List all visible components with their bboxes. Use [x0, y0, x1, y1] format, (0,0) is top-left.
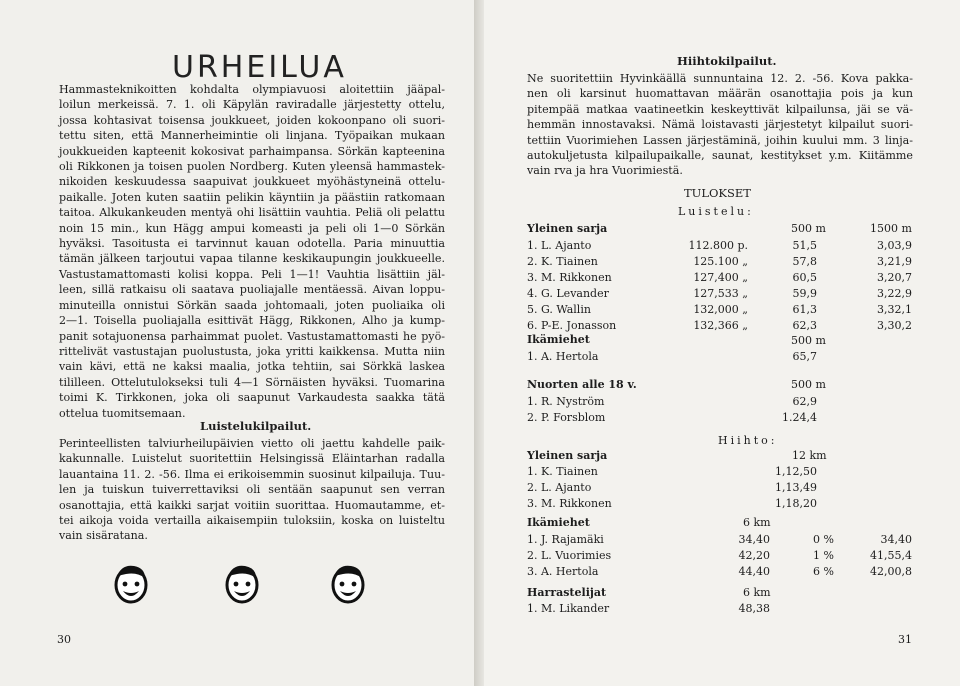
- table-cell-name: 6. P-E. Jonasson: [527, 319, 617, 332]
- left-page: [0, 0, 474, 686]
- table-cell-name: 1. R. Nyström: [527, 395, 605, 408]
- table-cell-t1500: 3,32,1: [877, 303, 912, 316]
- text-line: loilun merkeissä. 7. 1. oli Käpylän raviradalle järjestetty ottelu,: [59, 98, 445, 112]
- table-cell-name: 3. A. Hertola: [527, 565, 599, 578]
- table-cell-t500: 51,5: [792, 239, 817, 252]
- group-label: Ikämiehet: [527, 333, 590, 346]
- table-cell-t500: 61,3: [792, 303, 817, 316]
- table-cell-pts: 127,400 „: [693, 271, 748, 284]
- results-title: TULOKSET: [684, 186, 751, 200]
- text-line: tettu siten, että Mannerheimintie oli linjana. Työpaikan mukaan: [59, 129, 445, 143]
- text-line: minuteilla onnistui Sörkän saada johtomaali, joten puoliaika oli: [59, 298, 445, 312]
- text-line: nen oli karsinut huomattavan määrän osanottajia pois ja kun: [527, 87, 913, 101]
- table-cell-pts: 127,533 „: [693, 287, 748, 300]
- text-line: autokuljetusta kilpailupaikalle, saunat, kestitykset y.m. Kiitämme: [527, 149, 913, 163]
- text-line: paikalle. Joten kuten saatiin pelikin käyntiin ja päästiin ratkomaan: [59, 190, 445, 204]
- column-header: 500 m: [791, 378, 826, 391]
- text-line: oli Rikkonen ja toisen puolen Nordberg. Kuten yleensä hammastek-: [59, 160, 445, 174]
- group-label: Yleinen sarja: [527, 449, 608, 462]
- table-cell-t500: 1.24,4: [782, 411, 817, 424]
- skiing-heading: Hiihtokilpailut.: [677, 54, 777, 68]
- text-line: vain sisäratana.: [59, 529, 148, 543]
- table-cell-pts: 132,000 „: [693, 303, 748, 316]
- right-page: [484, 0, 960, 686]
- table-cell-time: 1,13,49: [775, 481, 817, 494]
- table-cell-pts: 125.100 „: [693, 255, 748, 268]
- column-header: 6 km: [743, 516, 771, 529]
- hockey-paragraph: [59, 82, 445, 421]
- book-gutter: [474, 0, 484, 686]
- text-line: Ne suoritettiin Hyvinkäällä sunnuntaina 12. 2. -56. Kova pakka-: [527, 72, 913, 85]
- text-line: leen, sillä ratkaisu oli saatava puoliajalle mentäessä. Aivan loppu-: [59, 283, 445, 297]
- skiing-paragraph: [527, 71, 913, 179]
- table-cell-t1500: 3,30,2: [877, 319, 912, 332]
- table-cell-pct: 0 %: [813, 533, 834, 546]
- table-cell-t500: 62,9: [792, 395, 817, 408]
- table-cell-name: 1. M. Likander: [527, 602, 610, 615]
- table-cell-t500: 57,8: [792, 255, 817, 268]
- text-line: lauantaina 11. 2. -56. Ilma ei erikoisemmin suosinut kilpailuja. Tuu-: [59, 467, 445, 481]
- text-line: tei aikoja voida vertailla aikaisempiin tuloksiin, koska on luisteltu: [59, 514, 445, 528]
- text-line: panit sotajuonensa parhaimmat puolet. Vastustamattomasti he pyö-: [59, 329, 445, 343]
- table-cell-name: 1. A. Hertola: [527, 350, 599, 363]
- text-line: Hammasteknikoitten kohdalta olympiavuosi aloitettiin jääpal-: [59, 83, 445, 96]
- table-cell-adj: 41,55,4: [870, 549, 912, 562]
- text-line: 2—1. Toisella puoliajalla esittivät Hägg, Rikkonen, Alho ja kump-: [59, 314, 445, 328]
- text-line: Vastustamattomasti kolisi koppa. Peli 1—1! Vauhtia lisättiin jäl-: [59, 267, 445, 281]
- table-cell-pct: 6 %: [813, 565, 834, 578]
- table-cell-name: 1. K. Tiainen: [527, 465, 598, 478]
- text-line: noin 15 min., kun Hägg ampui komeasti ja peli oli 1—0 Sörkän: [59, 221, 445, 235]
- table-cell-name: 1. J. Rajamäki: [527, 533, 604, 546]
- table-cell-t1500: 3,20,7: [877, 271, 912, 284]
- table-cell-name: 4. G. Levander: [527, 287, 609, 300]
- table-cell-name: 2. K. Tiainen: [527, 255, 598, 268]
- text-line: vain kävi, että ne kaksi maalia, jotka tehtiin, sai Sörkkä laskea: [59, 360, 445, 374]
- table-cell-time: 42,20: [738, 549, 770, 562]
- group-label: Ikämiehet: [527, 516, 590, 529]
- table-cell-name: 2. P. Forsblom: [527, 411, 606, 424]
- table-cell-name: 2. L. Vuorimies: [527, 549, 612, 562]
- table-cell-name: 3. M. Rikkonen: [527, 497, 612, 510]
- table-cell-adj: 42,00,8: [870, 565, 912, 578]
- table-cell-time: 44,40: [738, 565, 770, 578]
- smiling-face-icon: [112, 562, 150, 606]
- text-line: taitoa. Alkukankeuden mentyä ohi lisättiin vauhtia. Peliä oli pelattu: [59, 206, 445, 220]
- column-header: 500 m: [791, 334, 826, 347]
- table-cell-time: 1,18,20: [775, 497, 817, 510]
- text-line: nikoiden keskuudessa saapuivat joukkueet myöhästyneinä ottelu-: [59, 175, 445, 189]
- text-line: vain rva ja hra Vuorimiestä.: [527, 164, 683, 178]
- table-cell-name: 5. G. Wallin: [527, 303, 591, 316]
- text-line: pitempää matkaa vaatineetkin keskeyttivät kilpailunsa, jäi se vä-: [527, 102, 913, 116]
- column-header: 12 km: [792, 449, 827, 462]
- group-label: Yleinen sarja: [527, 222, 608, 235]
- text-line: jossa kohtasivat toisensa joukkueet, joiden kokoonpano oli suori-: [59, 113, 445, 127]
- text-line: rittelivät vastustajan puolustusta, joka yritti kaikkensa. Mutta niin: [59, 344, 445, 358]
- text-line: toimi K. Tirkkonen, joka oli saapunut Varkaudesta saakka tätä: [59, 391, 445, 405]
- text-line: Perinteellisten talviurheilupäivien vietto oli jaettu kahdelle paik-: [59, 437, 445, 450]
- table-cell-pts: 132,366 „: [693, 319, 748, 332]
- table-cell-name: 2. L. Ajanto: [527, 481, 592, 494]
- skating-paragraph: [59, 436, 445, 544]
- table-cell-t500: 62,3: [792, 319, 817, 332]
- table-cell-t500: 65,7: [792, 350, 817, 363]
- table-cell-t1500: 3,03,9: [877, 239, 912, 252]
- column-header: 6 km: [743, 586, 771, 599]
- text-line: hemmän innostavaksi. Nämä loistavasti järjestetyt kilpailut suori-: [527, 118, 913, 132]
- table-cell-name: 1. L. Ajanto: [527, 239, 592, 252]
- page-number: 30: [57, 633, 71, 646]
- table-cell-t500: 59,9: [792, 287, 817, 300]
- table-cell-time: 1,12,50: [775, 465, 817, 478]
- page-title: URHEILUA: [172, 50, 347, 85]
- table-cell-adj: 34,40: [880, 533, 912, 546]
- page-number: 31: [898, 633, 912, 646]
- group-label: Harrastelijat: [527, 586, 607, 599]
- skating-section-label: Luistelu:: [678, 205, 754, 218]
- table-cell-t500: 60,5: [792, 271, 817, 284]
- smiling-face-icon: [329, 562, 367, 606]
- table-cell-pct: 1 %: [813, 549, 834, 562]
- text-line: tililleen. Ottelutulokseksi tuli 4—1 Sörnäisten hyväksi. Tuomarina: [59, 375, 445, 389]
- table-cell-name: 3. M. Rikkonen: [527, 271, 612, 284]
- skating-heading: Luistelukilpailut.: [200, 419, 312, 433]
- text-line: len ja tuiskun tuiverrettaviksi oli sentään saapunut sen verran: [59, 483, 445, 497]
- group-label: Nuorten alle 18 v.: [527, 378, 637, 391]
- text-line: osanottajia, että kaikki sarjat voitiin suorittaa. Huomautamme, et-: [59, 498, 445, 512]
- text-line: tettiin Vuorimiehen Lassen järjestäminä, joihin kuului mm. 3 linja-: [527, 133, 913, 147]
- table-cell-time: 48,38: [738, 602, 770, 615]
- table-cell-time: 34,40: [738, 533, 770, 546]
- column-header: 1500 m: [870, 222, 912, 235]
- text-line: ottelua tuomitsemaan.: [59, 406, 186, 420]
- skiing-section-label: Hiihto:: [718, 434, 778, 447]
- text-line: hyväksi. Tasoitusta ei tarvinnut kauan odotella. Paria minuuttia: [59, 237, 445, 251]
- text-line: tämän jälkeen tarjoutui vapaa tilanne keskikaupungin joukkueelle.: [59, 252, 445, 266]
- column-header: 500 m: [791, 222, 826, 235]
- smiling-face-icon: [223, 562, 261, 606]
- text-line: joukkueiden kapteenit kokosivat parhaimpansa. Sörkän kapteenina: [59, 144, 445, 158]
- table-cell-t1500: 3,21,9: [877, 255, 912, 268]
- table-cell-t1500: 3,22,9: [877, 287, 912, 300]
- text-line: kakunnalle. Luistelut suoritettiin Helsingissä Eläintarhan radalla: [59, 452, 445, 466]
- table-cell-pts: 112.800 p.: [688, 239, 748, 252]
